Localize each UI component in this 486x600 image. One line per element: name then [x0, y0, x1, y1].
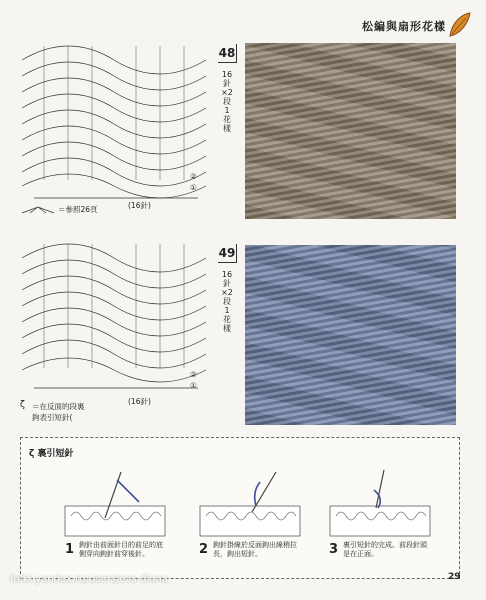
pattern-number-box: [218, 244, 237, 263]
row-marker-1: ①: [190, 381, 197, 390]
stitch-count-label: (16針): [128, 397, 151, 406]
knit-sample-photo-49: [245, 245, 456, 425]
step-3-illustration: [326, 468, 436, 540]
step-2: [199, 541, 297, 559]
step-2-illustration: [196, 468, 306, 540]
leaf-icon: [446, 10, 472, 40]
step-number: 1: [65, 542, 75, 557]
note-line-2: 鉤表引短針(: [32, 413, 73, 422]
technique-title-row: [29, 446, 73, 459]
pattern-gauge-text: 16針×2段1花樣: [221, 270, 233, 333]
step-3: [329, 541, 427, 559]
step-number: 2: [199, 542, 209, 557]
step-1-illustration: [61, 468, 171, 540]
step-text: 鉤針由前面針目的前足的底側穿向鉤針前穿後針。: [79, 541, 163, 558]
row-marker-2: ②: [190, 370, 197, 379]
crochet-chart-49: [14, 238, 214, 398]
fan-symbol-icon: [20, 203, 56, 215]
step-1: [65, 541, 163, 559]
watermark: fotki.yandex.ru/users/evs-diana: [10, 574, 168, 585]
technique-title: 裏引短針: [37, 449, 74, 459]
note-line-1: ＝在反面的段裏: [32, 402, 85, 411]
knit-sample-photo-48: [245, 43, 456, 219]
technique-panel: [20, 437, 460, 579]
page-number: 29: [448, 572, 461, 582]
pattern-number: 48: [218, 46, 236, 60]
back-post-symbol-icon: ζ: [20, 400, 25, 410]
stitch-count-label: (16針): [128, 201, 151, 210]
pattern-gauge-text: 16針×2段1花樣: [221, 70, 233, 133]
row-marker-2: ②: [190, 172, 197, 181]
step-text: 鉤針掛線於反面鉤出線稍拉長，鉤出短針。: [213, 541, 297, 558]
reference-label: ＝參照26頁: [58, 205, 98, 214]
step-number: 3: [329, 542, 339, 557]
step-text: 裏引短針的完成。前段針頭是在正面。: [343, 541, 427, 558]
back-post-symbol-icon: ζ: [29, 449, 38, 459]
row-marker-1: ①: [190, 183, 197, 192]
page-header-title: 松編與扇形花樣: [362, 20, 446, 33]
pattern-number-box: [218, 44, 237, 63]
crochet-chart-48: [14, 40, 214, 215]
pattern-number: 49: [218, 246, 236, 260]
